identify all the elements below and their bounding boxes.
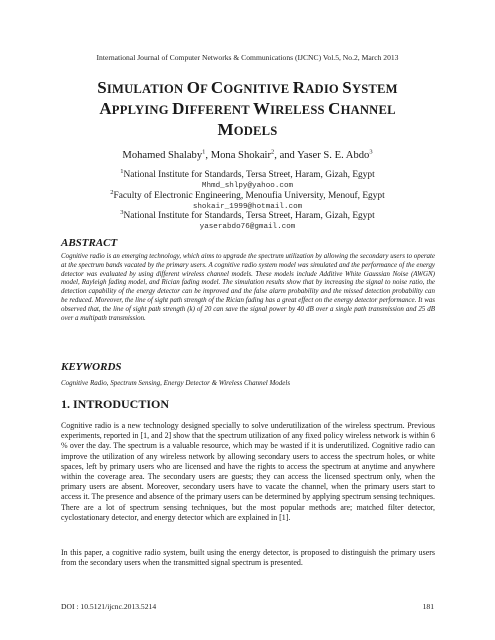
title-line-2: APPLYING DIFFERENT WIRELESS CHANNEL <box>99 99 396 118</box>
abstract-text: Cognitive radio is an emerging technology, which aims to upgrade the spectrum utilization by allowing the secondary users to operate at the spectrum bands vacated by the primary users. A cognitive radio system model was simulated and the performance of the energy detector was evaluated by using different wireless channel models. These models include Additive White Gaussian Noise (AWGN) model, Rayleigh fading model, and Rician fading model. The simulation results show that by increasing the signal to noise ratio, the detection capability of the energy detector can be improved and the false alarm probability and the missed detection probability can be reduced. Moreover, the line of sight path strength of the Rician fading has a great effect on the energy detector performance. It was observed that, the line of sight path strength (k) of 20 can save the signal power by 40 dB over a single path transmission and 25 dB over a multipath transmission. <box>61 252 435 322</box>
paper-title <box>40 78 455 141</box>
keywords-text: Cognitive Radio, Spectrum Sensing, Energy Detector & Wireless Channel Models <box>61 379 291 387</box>
email-2[interactable]: shokair_1999@hotmail.com <box>192 203 303 211</box>
intro-paragraph-2: In this paper, a cognitive radio system, built using the energy detector, is proposed to distinguish the primary users from the secondary users when the transmitted signal spectrum is presented. <box>61 548 435 568</box>
author-name: Mohamed Shalaby <box>122 150 203 161</box>
affiliation-3: $^3$National Institute for Standards, Tersa Street, Haram, Gizah, Egypt <box>120 208 375 221</box>
title-line-1: SIMULATION OF COGNITIVE RADIO SYSTEM <box>97 78 398 97</box>
affiliation-2: $^2$Faculty of Electronic Engineering, Menoufia University, Menouf, Egypt <box>110 188 385 201</box>
author-list: Mohamed Shalaby$^1$, Mona Shokair$^2$, and Yaser S. E. Abdo$^3$ <box>122 148 373 161</box>
title-line-3: MODELS <box>217 120 278 139</box>
email-1[interactable]: Mhmd_shlpy@yahoo.com <box>201 182 294 190</box>
journal-header: International Journal of Computer Networks & Communications (IJCNC) Vol.5, No.2, March 2013 <box>96 53 399 62</box>
introduction-heading: 1. INTRODUCTION <box>61 397 170 411</box>
abstract-heading: ABSTRACT <box>61 237 118 249</box>
page-number: 181 <box>422 602 434 611</box>
intro-paragraph-1: Cognitive radio is a new technology designed specially to solve underutilization of the wireless spectrum. Previous experiments, reported in [1, and 2] show that the spectrum utilization of any fixed policy wireless network is within 6 % over the day. The spectrum is a valuable resource, which may be wasted if it is underutilized. Cognitive radio can improve the utilization of any wireless network by allowing secondary users to access the spectrum holes, or white spaces, left by primary users who are licensed and have the rights to access the spectrum at anytime and anywhere within the coverage area. The secondary users are guests; they can access the licensed spectrum only, when the primary users are absent. Moreover, secondary users have to vacate the channel, when the primary users start to access it. The presence and absence of the primary users can be determined by applying spectrum sensing techniques. There are a lot of spectrum sensing techniques, but the most popular methods are; matched filter detector, cyclostationary detector, and energy detector which are explained in [1]. <box>61 421 435 522</box>
author-name: Yaser S. E. Abdo <box>297 150 370 161</box>
keywords-heading: KEYWORDS <box>61 361 122 373</box>
doi-footer: DOI : 10.5121/ijcnc.2013.5214 <box>61 602 157 611</box>
author-name: Mona Shokair <box>210 150 272 161</box>
email-3[interactable]: yaserabdo76@gmail.com <box>199 223 296 231</box>
affiliation-1: $^1$National Institute for Standards, Tersa Street, Haram, Gizah, Egypt <box>120 167 375 180</box>
